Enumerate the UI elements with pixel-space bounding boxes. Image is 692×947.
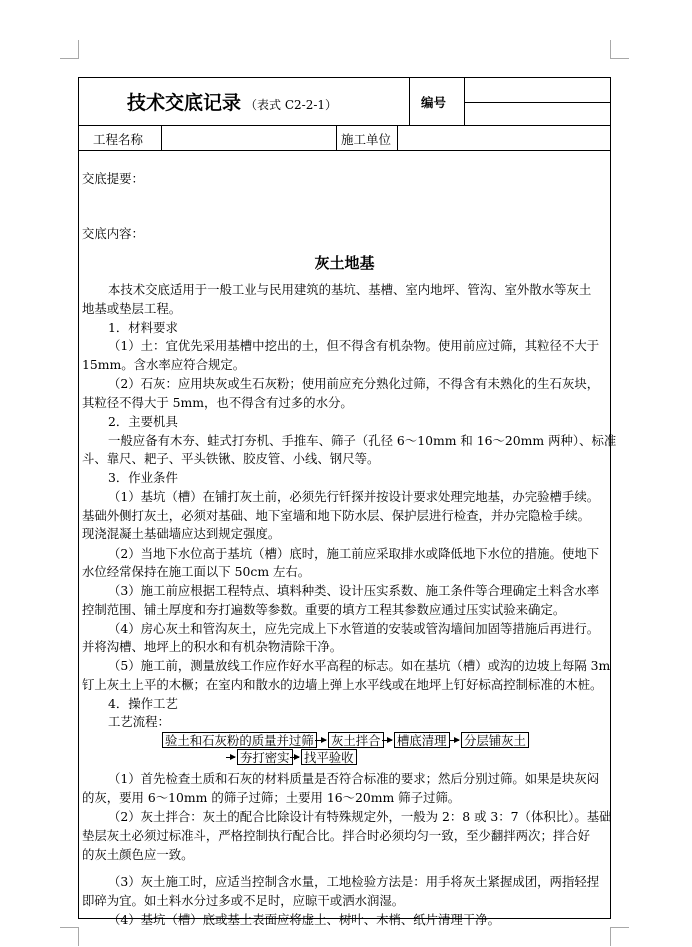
summary-label: 交底提要： (82, 171, 144, 186)
body-line: 并将沟槽、地坪上的积水和有机杂物清除干净。 (82, 639, 343, 654)
divider (464, 102, 610, 103)
crop-mark (610, 58, 629, 59)
flow-step: 分层铺灰土 (461, 732, 529, 748)
body-line: 现浇混凝土基础墙应达到规定强度。 (82, 526, 281, 541)
flow-arrow (449, 740, 459, 741)
body-line: （4）房心灰土和管沟灰土，应先完成上下水管道的安装或管沟墙间加固等措施后再进行。 (108, 621, 600, 636)
crop-mark (60, 927, 79, 928)
body-line: 的灰土颜色应一致。 (82, 847, 194, 862)
body-line: 斗、靠尺、耙子、平头铁锹、胶皮管、小线、钢尺等。 (82, 451, 380, 466)
body-line: 一般应备有木夯、蛙式打夯机、手推车、筛子（孔径 6～10mm 和 16～20mm 两种）、标准 (108, 433, 617, 448)
body-line: 15mm。含水率应符合规定。 (82, 357, 246, 372)
body-line: 控制范围、铺土厚度和夯打遍数等参数。重要的填方工程其参数应通过压实试验来确定。 (82, 602, 566, 617)
body-line: 4．操作工艺 (108, 696, 178, 711)
body-line: （1）土：宜优先采用基槽中挖出的土，但不得含有机杂物。使用前应过筛，其粒径不大于 (108, 338, 600, 353)
title-row (79, 78, 610, 126)
flow-arrow (382, 740, 392, 741)
body-line: 地基或垫层工程。 (82, 301, 182, 316)
body-line: 工艺流程： (108, 714, 170, 729)
content-label: 交底内容： (82, 226, 144, 241)
divider (161, 126, 162, 150)
body-line: 本技术交底适用于一般工业与民用建筑的基坑、基槽、室内地坪、管沟、室外散水等灰土 (108, 282, 592, 297)
flow-arrow (226, 757, 235, 758)
body-line: （5）施工前，测量放线工作应作好水平高程的标志。如在基坑（槽）或沟的边坡上每隔 3m (108, 658, 611, 673)
crop-mark (78, 927, 79, 946)
flow-step: 找平验收 (301, 749, 357, 765)
flow-step: 验土和石灰粉的质量并过筛 (162, 732, 317, 748)
crop-mark (610, 927, 629, 928)
project-name-label: 工程名称 (93, 132, 144, 147)
body-line: 的灰，要用 6～10mm 的筛子过筛；土要用 16～20mm 筛子过筛。 (82, 790, 461, 805)
form-code: （表式 C2-2-1） (245, 98, 338, 112)
construction-unit-label: 施工单位 (341, 132, 392, 147)
crop-mark (60, 58, 79, 59)
divider (397, 126, 398, 150)
body-line: （1）首先检查土质和石灰的材料质量是否符合标准的要求；然后分别过筛。如果是块灰闷 (108, 771, 600, 786)
flow-step: 夯打密实 (237, 749, 293, 765)
body-line: 1．材料要求 (108, 320, 178, 335)
body-line: 3．作业条件 (108, 470, 178, 485)
body-line: （2）当地下水位高于基坑（槽）底时，施工前应采取排水或降低地下水位的措施。使地下 (108, 546, 600, 561)
crop-mark (78, 40, 79, 59)
number-label: 编号 (421, 95, 447, 110)
divider (409, 78, 410, 125)
divider (336, 126, 337, 150)
body-line: 基础外侧打灰土，必须对基础、地下室墙和地下防水层、保护层进行检查，并办完隐检手续。 (82, 508, 591, 523)
body-line: 2．主要机具 (108, 414, 178, 429)
crop-mark (610, 927, 611, 946)
flow-arrow (315, 740, 326, 741)
body-line: （2）石灰：应用块灰或生石灰粉；使用前应充分熟化过筛，不得含有未熟化的生石灰块， (108, 376, 600, 391)
section-heading: 灰土地基 (314, 254, 375, 272)
project-row (79, 126, 610, 151)
flow-arrow (290, 757, 299, 758)
body-line: （1）基坑（槽）在铺打灰土前，必须先行钎探并按设计要求处理完地基，办完验槽手续。 (108, 489, 600, 504)
body-line: 垫层灰土必须过标准斗，严格控制执行配合比。拌合时必须均匀一致，至少翻拌两次；拌合好 (82, 828, 591, 843)
body-line: 即碎为宜。如土料水分过多或不足时，应晾干或洒水润湿。 (82, 893, 405, 908)
body-line: 水位经常保持在施工面以下 50cm 左右。 (82, 564, 311, 579)
body-line: （4）基坑（槽）底或基土表面应将虚土、树叶、木梢、纸片清理干净。 (108, 912, 500, 927)
flow-step: 灰土拌合 (328, 732, 384, 748)
body-line: （3）施工前应根据工程特点、填料种类、设计压实系数、施工条件等合理确定土料含水率 (108, 583, 600, 598)
body-line: 钉上灰土上平的木橛；在室内和散水的边墙上弹上水平线或在地坪上钉好标高控制标准的木桩。 (82, 677, 603, 692)
flow-step: 槽底清理 (394, 732, 450, 748)
crop-mark (610, 40, 611, 59)
body-line: （3）灰土施工时，应适当控制含水量，工地检验方法是：用手将灰土紧握成团，两指轻捏 (108, 874, 600, 889)
page-title: 技术交底记录 (127, 92, 242, 114)
body-line: 其粒径不得大于 5mm，也不得含有过多的水分。 (82, 395, 353, 410)
body-line: （2）灰土拌合：灰土的配合比除设计有特殊规定外，一般为 2：8 或 3：7（体积比）。基础 (108, 809, 612, 824)
form-title (127, 88, 337, 115)
